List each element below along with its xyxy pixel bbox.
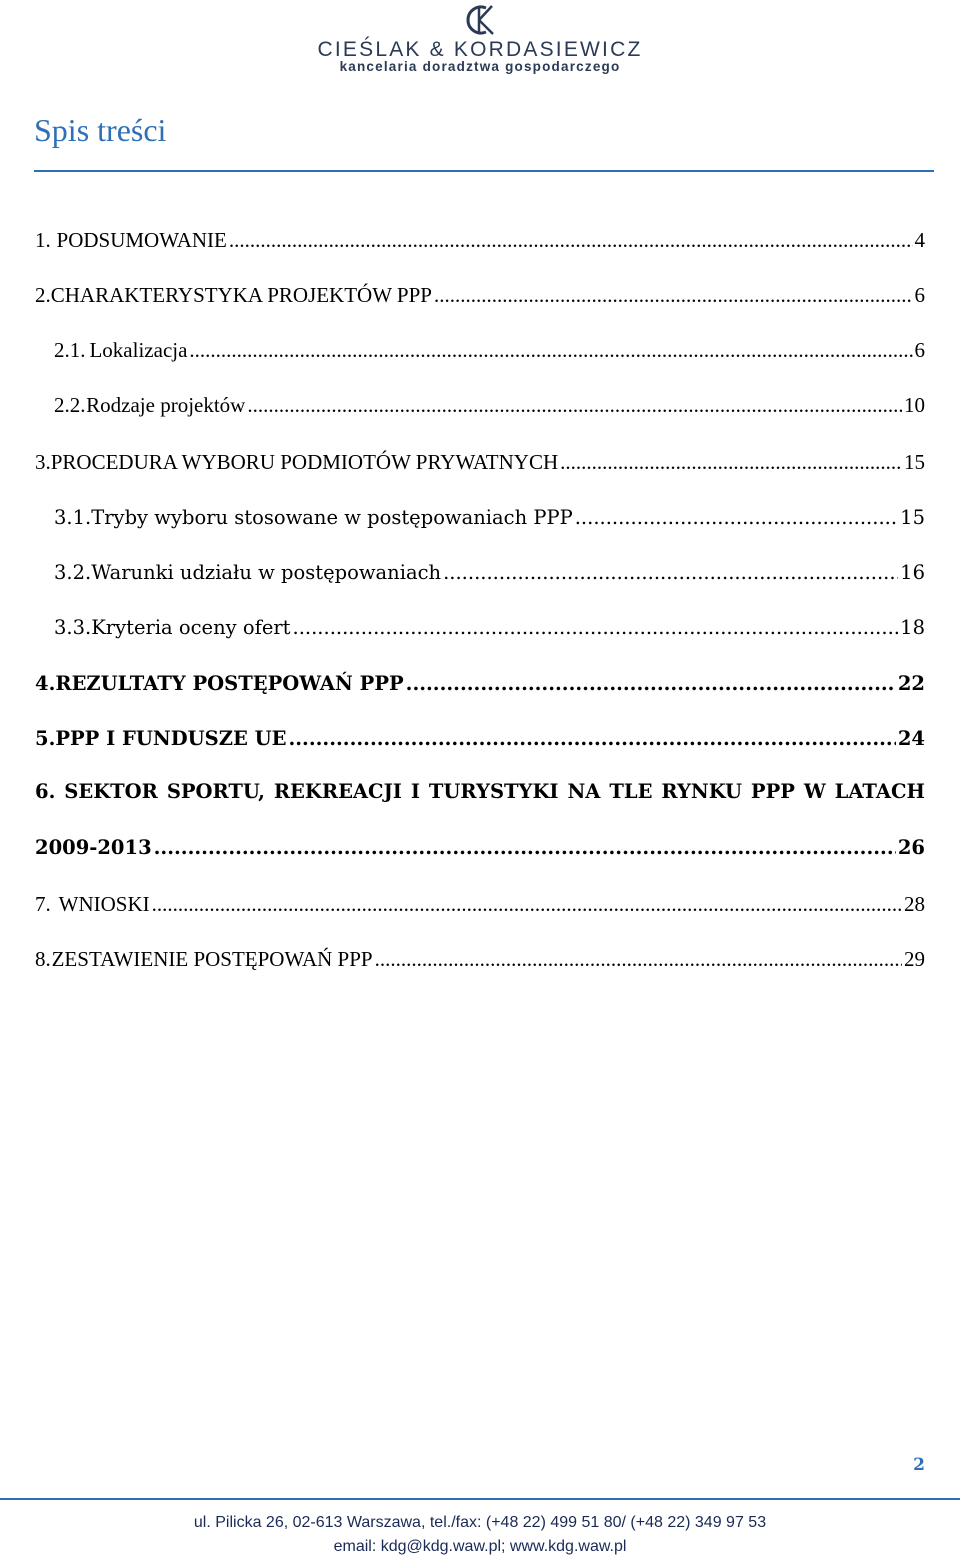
toc-entry-number: 3.1. [54, 506, 92, 529]
toc-entry-number: 7. [35, 892, 51, 916]
toc-entry[interactable] [35, 283, 925, 313]
footer-contact: email: kdg@kdg.waw.pl; www.kdg.waw.pl [333, 1538, 627, 1555]
toc-entry-word: W [803, 780, 826, 803]
toc-entry[interactable] [35, 450, 925, 480]
toc-entry-number: 3.2. [54, 561, 92, 584]
dot-leader [560, 450, 902, 475]
header-logo [0, 0, 960, 80]
toc-entry-number: 3. [35, 450, 51, 474]
toc-entry-page: 24 [897, 727, 925, 750]
toc-entry-page: 6 [914, 338, 925, 362]
dot-leader [443, 561, 898, 584]
dot-leader [406, 672, 896, 695]
toc-entry-6-line1[interactable] [35, 780, 925, 803]
toc-entry-word: TURYSTYKI [428, 780, 559, 803]
toc-entry-page: 15 [904, 450, 925, 474]
toc-entry-page: 28 [904, 892, 925, 916]
toc-entry-label: Rodzaje projektów [86, 393, 246, 417]
toc-entry-label: Lokalizacja [89, 338, 188, 362]
toc-entry[interactable] [35, 672, 925, 702]
firm-tagline: kancelaria doradztwa gospodarczego [339, 59, 621, 74]
toc-entry-page: 22 [897, 672, 925, 695]
dot-leader [575, 506, 898, 529]
footer-address: ul. Pilicka 26, 02-613 Warszawa, tel./fax: (+48 22) 499 51 80/ (+48 22) 349 97 53 [193, 1514, 767, 1531]
toc-entry-word: SPORTU, [166, 780, 265, 803]
toc-entry-label: PODSUMOWANIE [56, 228, 227, 252]
toc-entry-page: 26 [897, 836, 925, 859]
toc-entry-label: Warunki udziału w postępowaniach [91, 561, 442, 584]
toc-entry-label: PROCEDURA WYBORU PODMIOTÓW PRYWATNYCH [50, 450, 559, 474]
toc-entry-label: Kryteria oceny ofert [91, 616, 291, 639]
dot-leader [288, 727, 895, 750]
toc-entry-number: 6. [35, 780, 56, 803]
toc-entry-label: CHARAKTERYSTYKA PROJEKTÓW PPP [50, 283, 432, 307]
page-number: 2 [913, 1455, 925, 1475]
toc-entry-page: 29 [904, 947, 925, 971]
dot-leader [375, 947, 902, 972]
dot-leader [152, 892, 902, 917]
ck-monogram-icon [462, 2, 498, 38]
dot-leader [434, 283, 913, 308]
toc-entry-number: 3.3. [54, 616, 92, 639]
toc-entry-label: Tryby wyboru stosowane w postępowaniach PPP [91, 506, 573, 529]
toc-entry[interactable] [54, 561, 925, 591]
toc-entry[interactable] [54, 393, 925, 423]
toc-entry-word: REKREACJI [273, 780, 402, 803]
toc-entry-6-line2[interactable] [35, 836, 925, 866]
dot-leader [229, 228, 913, 253]
toc-title: Spis treści [34, 112, 167, 148]
toc-entry[interactable] [35, 228, 925, 258]
toc-entry[interactable] [35, 892, 925, 922]
toc-entry[interactable] [54, 616, 925, 646]
toc-entry-number: 2.1. [54, 338, 86, 362]
toc-entry-word: RYNKU [661, 780, 742, 803]
toc-entry-word: I [410, 780, 420, 803]
toc-entry-page: 4 [914, 228, 925, 252]
toc-entry-word: NA [567, 780, 601, 803]
toc-entry-number: 8. [35, 947, 51, 971]
toc-entry-page: 18 [900, 616, 925, 639]
toc-entry[interactable] [35, 947, 925, 977]
toc-entry[interactable] [54, 506, 925, 536]
toc-entry-number: 5. [35, 727, 56, 750]
toc-entry-label: REZULTATY POSTĘPOWAŃ PPP [55, 672, 404, 695]
toc-entry-number: 1. [35, 228, 51, 252]
toc-entry-word: PPP [750, 780, 795, 803]
dot-leader [247, 393, 902, 418]
toc-entry-label: ZESTAWIENIE POSTĘPOWAŃ PPP [51, 947, 373, 971]
toc-entry[interactable] [54, 338, 925, 368]
toc-entry-label: PPP I FUNDUSZE UE [55, 727, 287, 750]
dot-leader [189, 338, 912, 363]
toc-entry-number: 2. [35, 283, 51, 307]
toc-entry-word: TLE [609, 780, 653, 803]
toc-entry-page: 16 [900, 561, 925, 584]
toc-entry-word: SEKTOR [64, 780, 158, 803]
toc-entry-number: 2.2. [54, 393, 86, 417]
firm-name: CIEŚLAK & KORDASIEWICZ [317, 38, 643, 61]
toc-entry-label: WNIOSKI [58, 892, 150, 916]
dot-leader [293, 616, 899, 639]
footer-divider [0, 1498, 960, 1500]
toc-entry-page: 15 [900, 506, 925, 529]
toc-entry-word: LATACH [834, 780, 925, 803]
toc-entry-page: 6 [914, 283, 925, 307]
toc-entry-label: 2009-2013 [35, 836, 152, 859]
toc-entry-page: 10 [904, 393, 925, 417]
dot-leader [154, 836, 896, 859]
title-divider [34, 170, 934, 172]
toc-entry-number: 4. [35, 672, 56, 695]
toc-entry[interactable] [35, 727, 925, 757]
